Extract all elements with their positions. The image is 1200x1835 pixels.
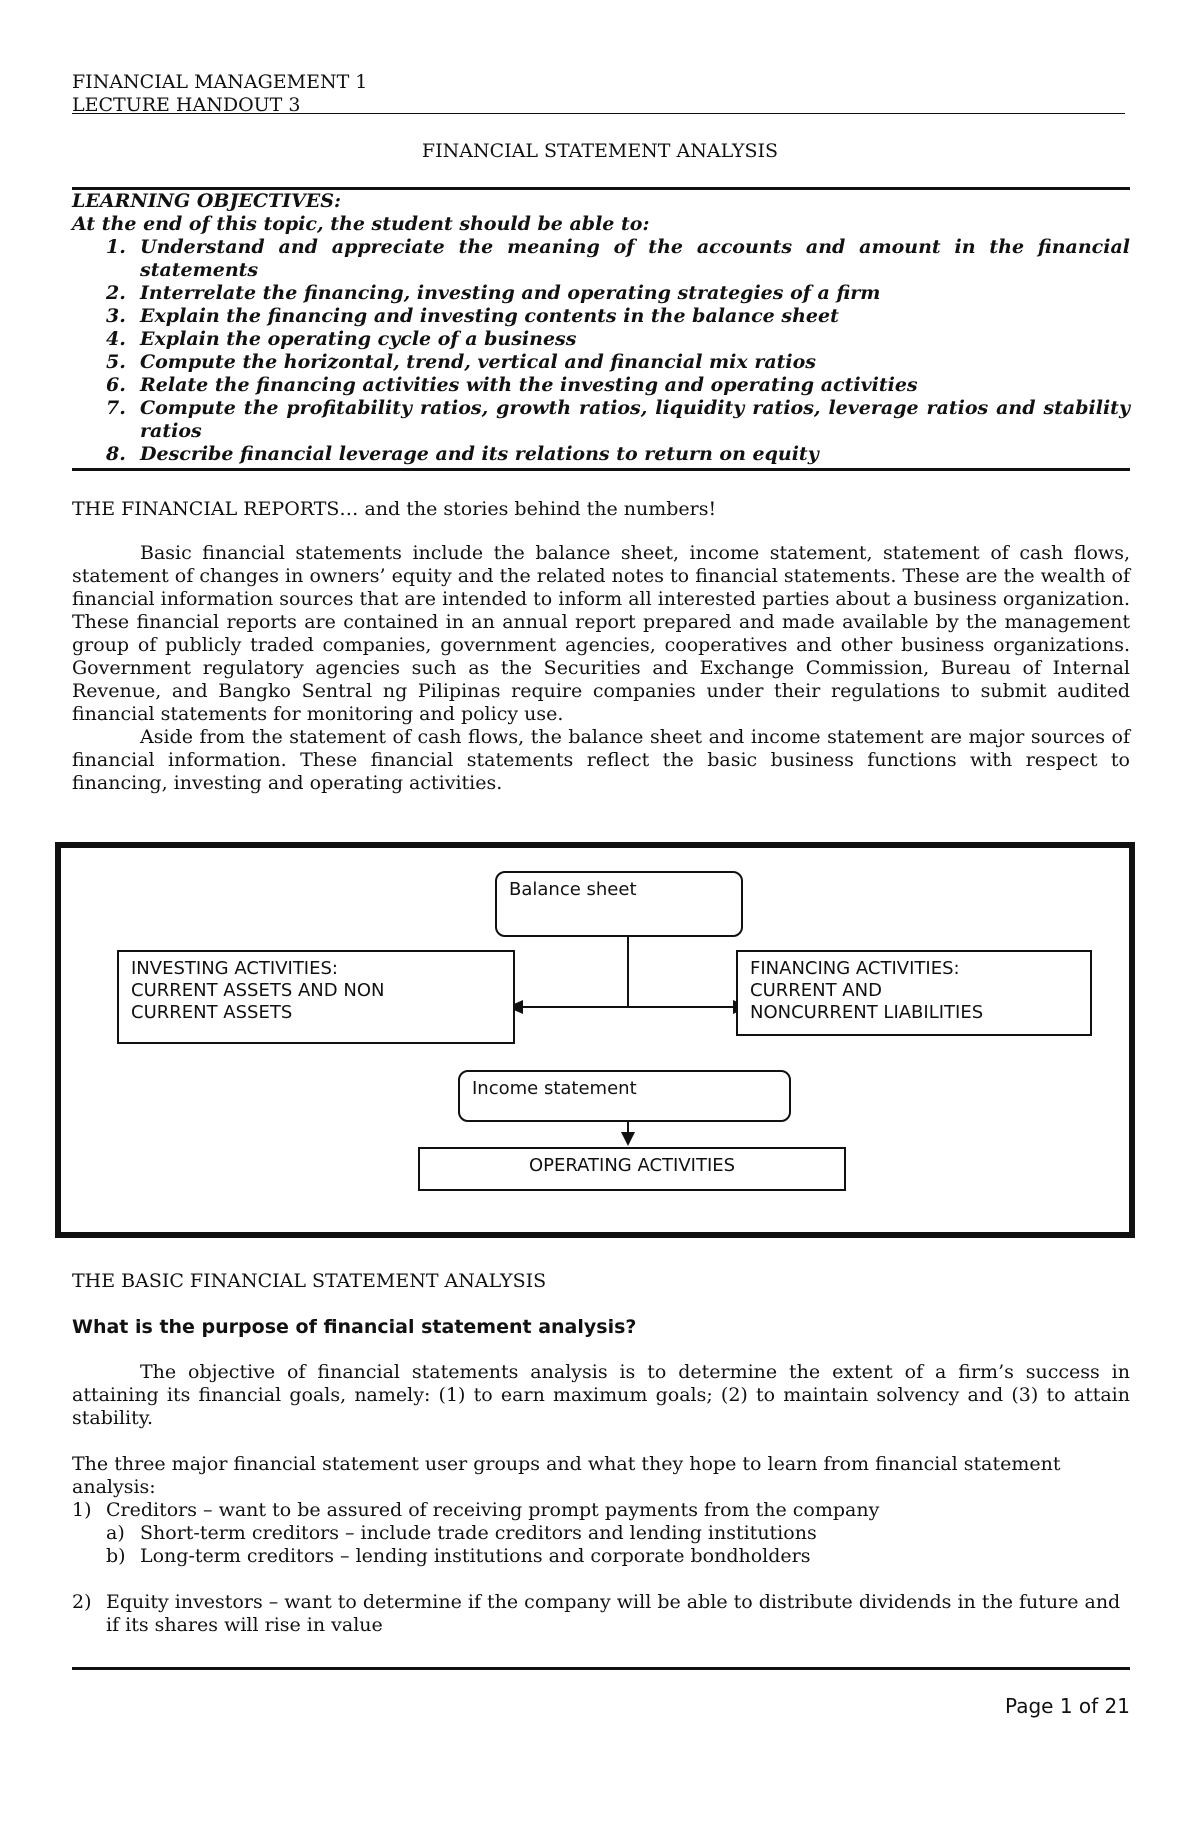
investing-activities-box: INVESTING ACTIVITIES: CURRENT ASSETS AND NON CURRENT ASSETS [117,950,515,1044]
list-item: a) Short-term creditors – include trade creditors and lending institutions [106,1522,817,1544]
basic-analysis-heading: THE BASIC FINANCIAL STATEMENT ANALYSIS [72,1270,547,1292]
reports-paragraph-2: Aside from the statement of cash flows, the balance sheet and income statement are major sources of financial information. These financial statements reflect the basic business functions with respect to financing, investing and operating activities. [72,726,1130,794]
operating-activities-box: OPERATING ACTIVITIES [418,1147,846,1191]
objective-item: 2. Interrelate the financing, investing and operating strategies of a firm [106,282,881,304]
reports-heading: THE FINANCIAL REPORTS… and the stories behind the numbers! [72,498,717,520]
objective-item: 3. Explain the financing and investing contents in the balance sheet [106,305,839,327]
activities-diagram [55,842,1135,1238]
income-statement-box: Income statement [458,1070,791,1122]
objective-item: 7. Compute the profitability ratios, growth ratios, liquidity ratios, leverage ratios and stability ratios [106,397,1130,442]
basic-paragraph-2: The three major financial statement user groups and what they hope to learn from financial statement analysis: [72,1453,1061,1498]
learning-objectives [72,190,1130,466]
list-item: 2) Equity investors – want to determine if the company will be able to distribute dividends in the future and if its shares will rise in value [72,1591,1121,1636]
user-groups-list [72,1499,1130,1637]
header-rule [72,113,1125,114]
connector-horizontal [521,1006,736,1008]
page-number: Page 1 of 21 [1005,1694,1130,1718]
balance-sheet-box: Balance sheet [495,871,743,937]
purpose-question: What is the purpose of financial statement analysis? [72,1316,637,1338]
footer-rule [72,1667,1130,1670]
basic-paragraph-1: The objective of financial statements analysis is to determine the extent of a firm’s success in attaining its financial goals, namely: (1) to earn maximum goals; (2) to maintain solvency and (3) to attain stability. [72,1361,1130,1429]
course-header: FINANCIAL MANAGEMENT 1 [72,71,368,93]
connector-vertical [627,937,629,1007]
page-title: FINANCIAL STATEMENT ANALYSIS [421,140,779,162]
objectives-intro: At the end of this topic, the student should be able to: [72,213,650,235]
objectives-bottom-rule [72,468,1130,471]
arrow-down-icon [619,1132,637,1148]
list-item: b) Long-term creditors – lending institutions and corporate bondholders [106,1545,811,1567]
objective-item: 1. Understand and appreciate the meaning of the accounts and amount in the financial statements [106,236,1130,281]
objective-item: 8. Describe financial leverage and its relations to return on equity [106,443,819,465]
financing-activities-box: FINANCING ACTIVITIES: CURRENT AND NONCURRENT LIABILITIES [736,950,1092,1036]
objective-item: 6. Relate the financing activities with the investing and operating activities [106,374,918,396]
objective-item: 4. Explain the operating cycle of a business [106,328,577,350]
reports-paragraph-1: Basic financial statements include the balance sheet, income statement, statement of cash flows, statement of changes in owners’ equity and the related notes to financial statements. These are the wealth of financial information sources that are intended to inform all interested parties about a business organization. These financial reports are contained in an annual report prepared and made available by the management group of publicly traded companies, government agencies, cooperatives and other business organizations. Government regulatory agencies such as the Securities and Exchange Commission, Bureau of Internal Revenue, and Bangko Sentral ng Pilipinas require companies under their regulations to submit audited financial statements for monitoring and policy use. [72,542,1130,725]
objectives-heading: LEARNING OBJECTIVES: [72,190,342,212]
list-item: 1) Creditors – want to be assured of receiving prompt payments from the company [72,1499,880,1521]
objective-item: 5. Compute the horizontal, trend, vertical and financial mix ratios [106,351,817,373]
handout-header: LECTURE HANDOUT 3 [72,94,301,116]
